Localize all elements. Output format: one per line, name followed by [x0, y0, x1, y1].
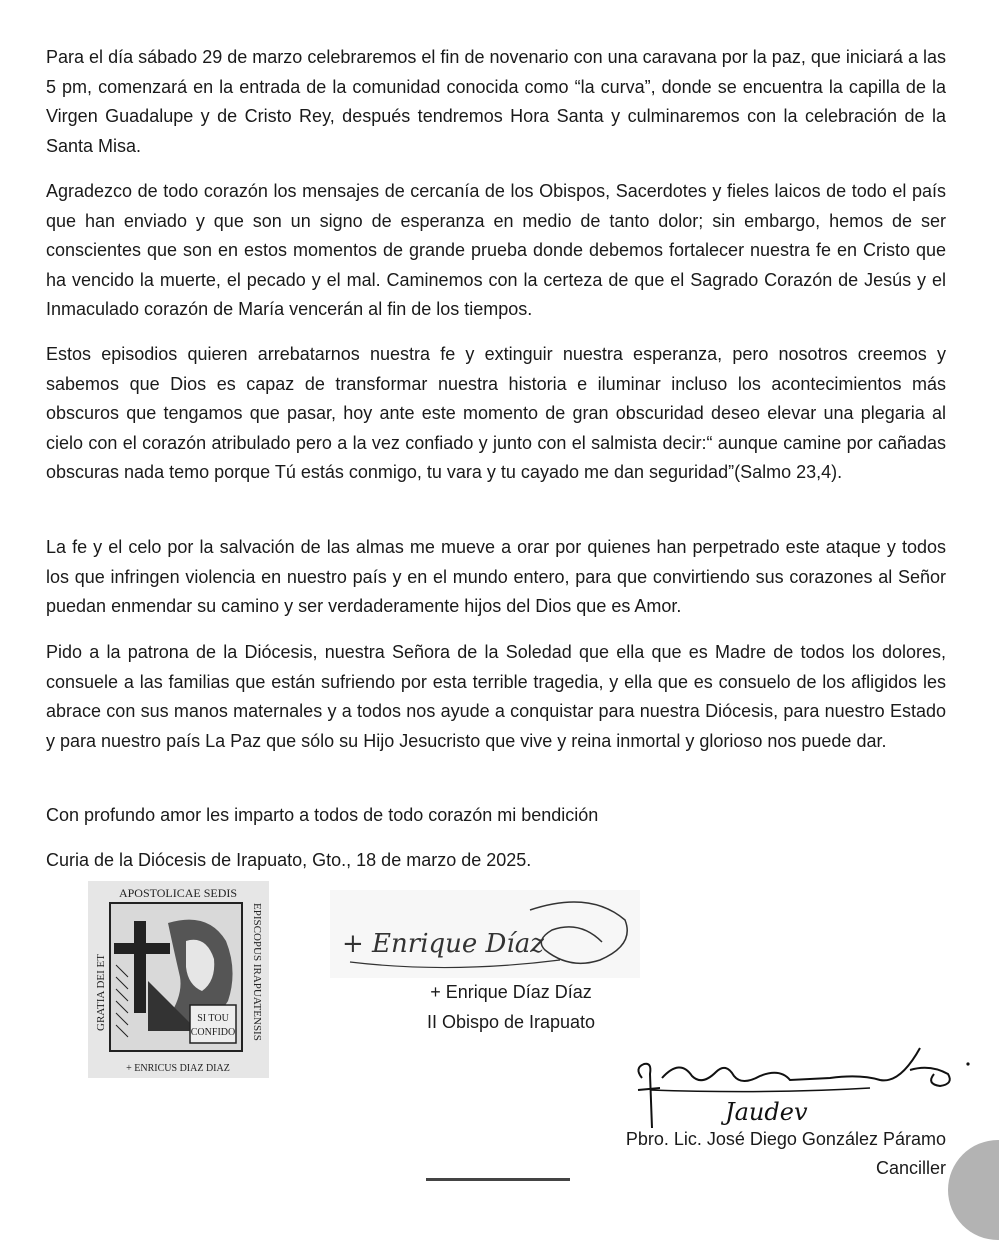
chancellor-signature-graphic: [630, 1028, 975, 1138]
chancellor-title: Canciller: [875, 1158, 946, 1178]
episcopal-seal: [88, 881, 269, 1078]
paragraph-caravana: Para el día sábado 29 de marzo celebraremos el fin de novenario con una caravana por la paz, que iniciará a las 5 pm, comenzará en la entrada de la comunidad conocida como “la curva”, donde se encuentra la capilla de la Virgen Guadalupe y de Cristo Rey, después tendremos Hora Santa y culminaremos con la celebración de la Santa Misa.: [46, 47, 946, 156]
chancellor-signature-script: Jaudev: [725, 1098, 808, 1126]
page-curl-corner: [948, 1140, 999, 1240]
seal-graphic: [88, 881, 269, 1078]
bishop-title: II Obispo de Irapuato: [426, 1012, 596, 1032]
bishop-name: + Enrique Díaz Díaz: [430, 982, 592, 1002]
paragraph-agradecimiento: Agradezco de todo corazón los mensajes de cercanía de los Obispos, Sacerdotes y fieles laicos de todo el país que han enviado y que son un signo de esperanza en medio de tanto dolor; sin embargo, hemos de ser conscientes que son en estos momentos de grande prueba donde debemos fortalecer nuestra fe en Cristo que ha vencido la muerte, el pecado y el mal. Caminemos con la certeza de que el Sagrado Corazón de Jesús y el Inmaculado corazón de María vencerán al fin de los tiempos.: [46, 181, 946, 319]
seal-left-text: GRATIA DEI ET: [95, 954, 107, 1031]
paragraph-oracion: La fe y el celo por la salvación de las almas me mueve a orar por quienes han perpetrado este ataque y todos los que infringen violencia en nuestro país y en el mundo entero, para que convirtiendo sus corazones al Señor puedan enmendar su camino y ser verdaderamente hijos del Dios que es Amor.: [46, 537, 946, 616]
seal-top-text: APOSTOLICAE SEDIS: [118, 886, 238, 900]
seal-cross-icon: [134, 921, 146, 1013]
seal-right-text: EPISCOPUS IRAPUATENSIS: [251, 903, 263, 1041]
paragraph-esperanza: Estos episodios quieren arrebatarnos nuestra fe y extinguir nuestra esperanza, pero nosotros creemos y sabemos que Dios es capaz de transformar nuestra historia e iluminar incluso los acontecimientos más obscuros que tengamos que pasar, hoy ante este momento de gran obscuridad deseo elevar una plegaria al cielo con el corazón atribulado pero a la vez confiado y junto con el salmista decir:“ aunque camine por cañadas obscuras nada temo porque Tú estás conmigo, tu vara y tu cayado me dan seguridad”(Salmo 23,4).: [46, 344, 946, 482]
seal-motto-line2: CONFIDO: [190, 1027, 236, 1038]
paragraph-bendicion: Con profundo amor les imparto a todos de todo corazón mi bendición: [46, 805, 599, 825]
seal-bottom-text: + ENRICUS DIAZ DIAZ: [126, 1063, 230, 1074]
paragraph-patrona: Pido a la patrona de la Diócesis, nuestra Señora de la Soledad que ella que es Madre de todos los dolores, consuele a las familias que están sufriendo por esta terrible tragedia, y ella que es consuelo de los afligidos les abrace con sus manos maternales y a todos nos ayude a conquistar para nuestra Diócesis, para nuestro Estado y para nuestro país La Paz que sólo su Hijo Jesucristo que vive y reina inmortal y glorioso nos puede dar.: [46, 642, 946, 751]
seal-motto-line1: SI TOU: [197, 1013, 229, 1024]
bishop-signature-script: + Enrique Díaz: [342, 929, 544, 959]
chancellor-signature: [630, 1028, 975, 1138]
chancellor-name: Pbro. Lic. José Diego González Páramo: [625, 1129, 946, 1149]
place-date-line: Curia de la Diócesis de Irapuato, Gto., 18 de marzo de 2025.: [46, 850, 532, 870]
